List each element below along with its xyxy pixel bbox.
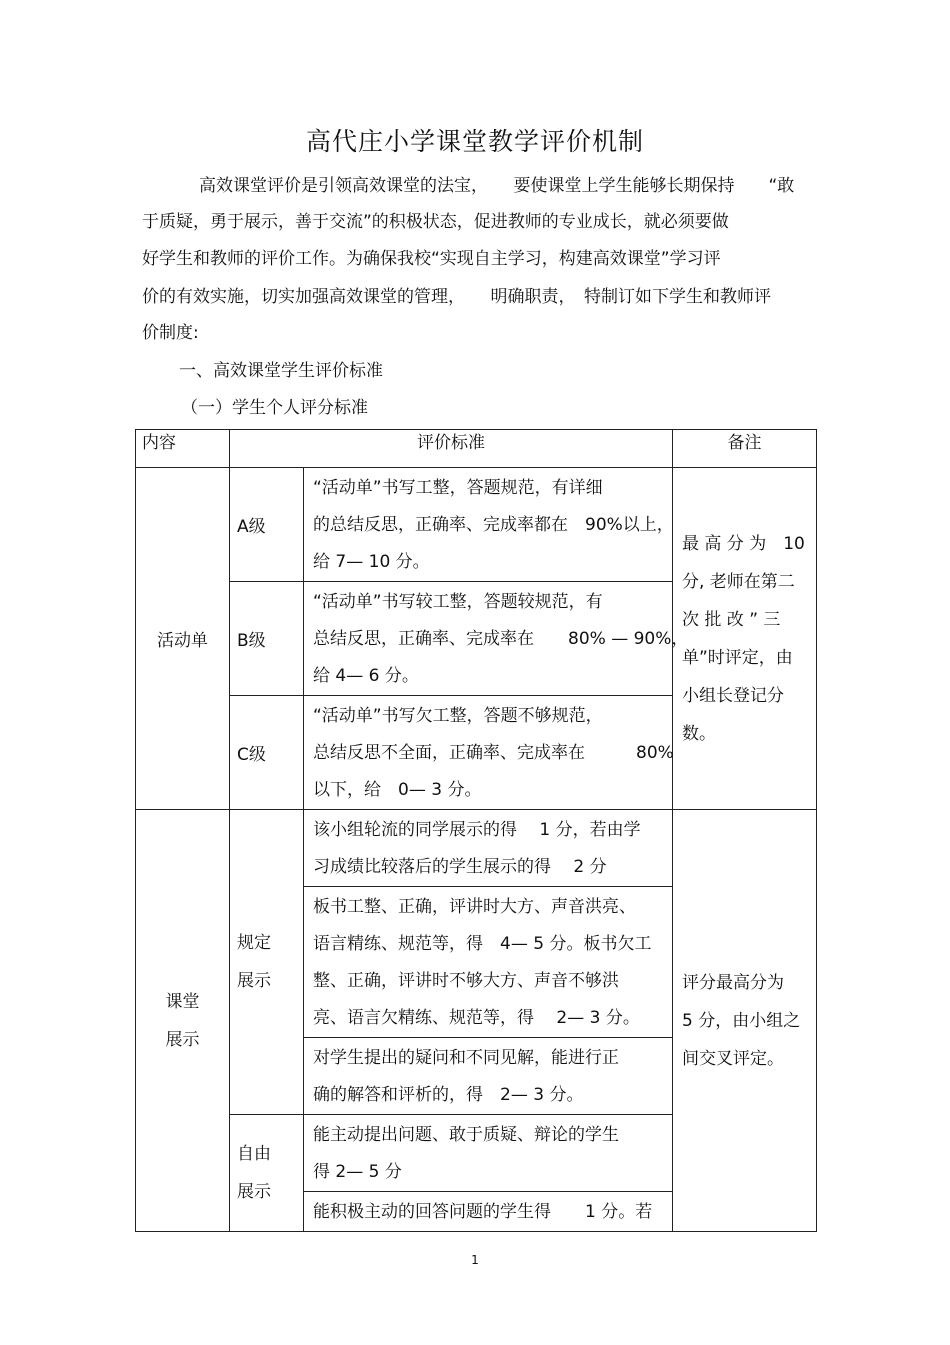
intro-line: 价制度: — [142, 323, 199, 343]
display-note: 评分最高分为 5 分，由小组之 间交叉评定。 — [673, 810, 817, 1232]
regular-item-3: 对学生提出的疑问和不同见解，能进行正 确的解答和评析的，得 2— 3 分。 — [304, 1038, 673, 1115]
page-number: 1 — [471, 1253, 479, 1267]
page-title: 高代庄小学课堂教学评价机制 — [305, 127, 644, 156]
intro-line: 高效课堂评价是引领高效课堂的法宝， 要使课堂上学生能够长期保持 “敢 — [199, 176, 795, 196]
subsection-heading: （一）学生个人评分标准 — [181, 398, 368, 418]
free-item-2: 能积极主动的回答问题的学生得 1 分。若 — [304, 1192, 673, 1232]
activity-label: 活动单 — [136, 468, 230, 810]
intro-line: 价的有效实施，切实加强高效课堂的管理， 明确职责， 特制订如下学生和教师评 — [142, 287, 771, 307]
intro-line: 好学生和教师的评价工作。为确保我校“实现自主学习，构建高效课堂”学习评 — [142, 249, 721, 269]
grade-a: A级 — [230, 468, 304, 582]
regular-item-2: 板书工整、正确，评讲时大方、声音洪亮、 语言精练、规范等，得 4— 5 分。板书欠工 整、正确，评讲时不够大方、声音不够洪 亮、语言欠精练、规范等，得 2— 3 分。 — [304, 887, 673, 1038]
activity-note: 最 高 分 为 10 分, 老师在第二 次 批 改 ” 三 单”时评定，由 小组长登记分 数。 — [673, 468, 817, 810]
grade-a-criteria: “活动单”书写工整，答题规范，有详细 的总结反思，正确率、完成率都在 90%以上， 给 7— 10 分。 — [304, 468, 673, 582]
grade-b: B级 — [230, 582, 304, 696]
regular-display-label: 规定 展示 — [230, 810, 304, 1115]
display-label: 课堂 展示 — [136, 810, 230, 1232]
grade-b-criteria: “活动单”书写较工整，答题较规范，有 总结反思，正确率、完成率在 80% — 90%， 给 4— 6 分。 — [304, 582, 673, 696]
intro-line: 于质疑，勇于展示，善于交流”的积极状态，促进教师的专业成长，就必须要做 — [142, 212, 729, 232]
header-notes: 备注 — [673, 430, 817, 468]
regular-item-1: 该小组轮流的同学展示的得 1 分，若由学 习成绩比较落后的学生展示的得 2 分 — [304, 810, 673, 887]
grade-c-criteria: “活动单”书写欠工整，答题不够规范， 总结反思不全面，正确率、完成率在 80% 以下，给 0— 3 分。 — [304, 696, 673, 810]
free-display-label: 自由 展示 — [230, 1115, 304, 1232]
header-content: 内容 — [136, 430, 230, 468]
free-item-1: 能主动提出问题、敢于质疑、辩论的学生 得 2— 5 分 — [304, 1115, 673, 1192]
evaluation-table — [135, 429, 817, 1232]
section-heading: 一、高效课堂学生评价标准 — [179, 361, 383, 381]
grade-c: C级 — [230, 696, 304, 810]
header-criteria: 评价标准 — [230, 430, 673, 468]
